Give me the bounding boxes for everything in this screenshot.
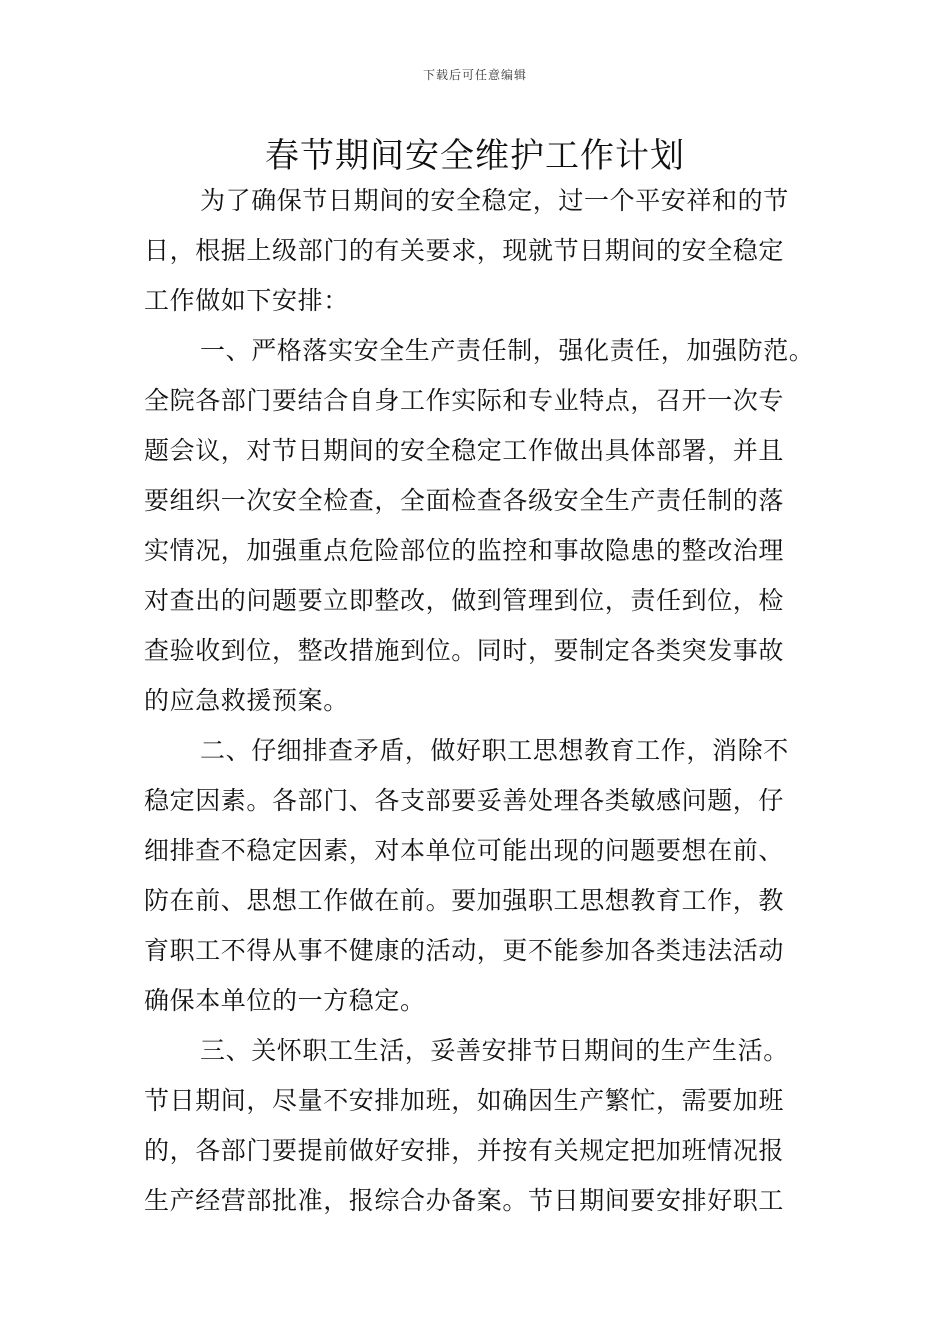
text-line: 查验收到位，整改措施到位。同时，要制定各类突发事故 [144, 636, 785, 665]
text-line: 细排查不稳定因素，对本单位可能出现的问题要想在前、 [144, 836, 785, 865]
header-note: 下载后可任意编辑 [422, 68, 527, 82]
text-line: 题会议，对节日期间的安全稳定工作做出具体部署，并且 [144, 436, 785, 465]
text-line: 节日期间，尽量不安排加班，如确因生产繁忙，需要加班 [144, 1086, 785, 1115]
text-line: 二、仔细排查矛盾，做好职工思想教育工作，消除不 [200, 736, 789, 765]
document-body [144, 176, 824, 1226]
text-line: 工作做如下安排： [144, 286, 349, 315]
text-line: 三、关怀职工生活，妥善安排节日期间的生产生活。 [200, 1036, 789, 1065]
text-line: 育职工不得从事不健康的活动，更不能参加各类违法活动 [144, 936, 785, 965]
text-line: 防在前、思想工作做在前。要加强职工思想教育工作，教 [144, 886, 785, 915]
text-line: 为了确保节日期间的安全稳定，过一个平安祥和的节 [200, 186, 789, 215]
text-line: 的，各部门要提前做好安排，并按有关规定把加班情况报 [144, 1136, 785, 1165]
text-line: 实情况，加强重点危险部位的监控和事故隐患的整改治理 [144, 536, 785, 565]
text-line: 对查出的问题要立即整改，做到管理到位，责任到位，检 [144, 586, 785, 615]
text-line: 要组织一次安全检查，全面检查各级安全生产责任制的落 [144, 486, 785, 515]
text-line: 生产经营部批准，报综合办备案。节日期间要安排好职工 [144, 1186, 785, 1215]
text-line: 全院各部门要结合自身工作实际和专业特点，召开一次专 [144, 386, 785, 415]
text-line: 稳定因素。各部门、各支部要妥善处理各类敏感问题，仔 [144, 786, 785, 815]
text-line: 日，根据上级部门的有关要求，现就节日期间的安全稳定 [144, 236, 785, 265]
text-line: 确保本单位的一方稳定。 [144, 986, 426, 1015]
document-title: 春节期间安全维护工作计划 [265, 136, 685, 176]
text-line: 的应急救援预案。 [144, 686, 349, 715]
text-line: 一、严格落实安全生产责任制，强化责任，加强防范。 [200, 336, 815, 365]
